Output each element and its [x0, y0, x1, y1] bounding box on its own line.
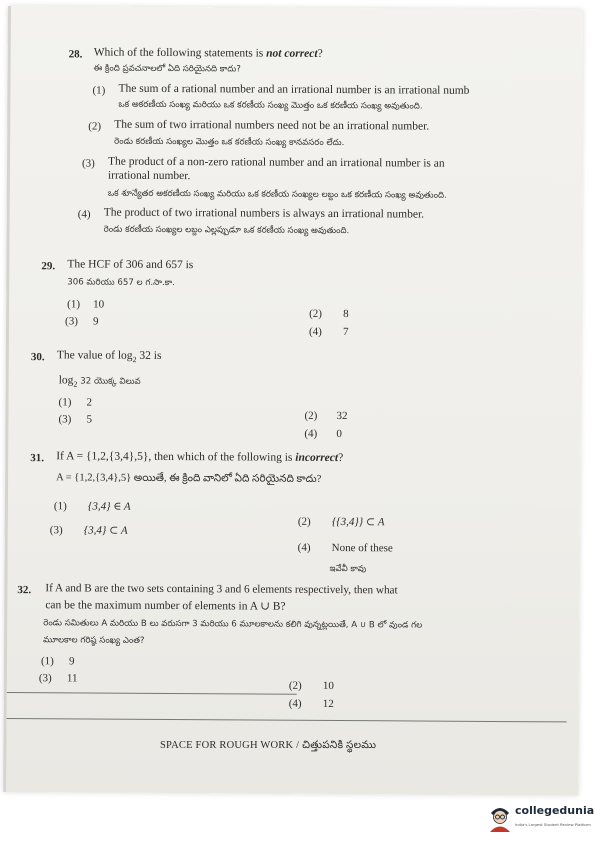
option-text: The product of a non-zero rational number and an irrational number is an	[108, 155, 445, 170]
option-number: (4)	[308, 325, 322, 338]
question-text: Which of the following statements is not correct?	[93, 46, 323, 60]
option-value: 2	[86, 396, 93, 409]
option-number: (3)	[58, 413, 72, 426]
option-number: (4)	[304, 427, 318, 440]
divider	[7, 718, 567, 722]
option-text-telugu: రెండు కరణీయ సంఖ్యల లబ్దం ఎల్లప్పుడూ ఒక కరణీయ సంఖ్య అవుతుంది.	[103, 224, 350, 237]
option-number: (2)	[309, 307, 322, 320]
option-number: (1)	[40, 655, 54, 668]
question-number: 28.	[68, 48, 83, 61]
question-text-telugu: ఈ క్రింది ప్రవచనాలలో ఏది సరియైనది కాదు?	[93, 63, 241, 75]
option-text-telugu: ఇవేవీ కావు	[329, 563, 367, 575]
option-number: (4)	[288, 697, 302, 710]
option-value: {{3,4}} ⊂ A	[331, 515, 385, 529]
option-text: The product of two irrational numbers is always an irrational number.	[103, 206, 425, 221]
question-number: 31.	[30, 452, 45, 465]
question-text-telugu: రెండు సమితులు A మరియు B లు వరుసగా 3 మరియు 6 మూలకాలను కలిగి వున్నట్లయితే, A ∪ B లో వుండ గల	[43, 618, 423, 631]
option-value: 12	[322, 697, 334, 711]
question-text-telugu-cont: మూలకాల గరిష్ఠ సంఖ్య ఎంత?	[43, 635, 145, 646]
divider	[7, 692, 297, 695]
option-value: 5	[86, 413, 93, 426]
option-number: (1)	[67, 298, 81, 311]
option-number: (2)	[304, 409, 318, 422]
option-value: 0	[336, 428, 342, 441]
question-number: 30.	[30, 351, 45, 364]
question-text: The HCF of 306 and 657 is	[67, 258, 194, 272]
question-text: If A = {1,2,{3,4},5}, then which of the following is incorrect?	[56, 450, 344, 465]
option-text-telugu: ఒక అకరణీయ సంఖ్య మరియు ఒక కరణీయ సంఖ్య మొత్తం ఒక కరణీయ సంఖ్య అవుతుంది.	[118, 99, 423, 112]
question-text: If A and B are the two sets containing 3 and 6 elements respectively, then what	[45, 582, 398, 597]
option-value: 32	[336, 410, 348, 423]
option-number: (1)	[58, 396, 72, 409]
rough-work-label: SPACE FOR ROUGH WORK / చిత్తుపనికి స్థలము	[160, 740, 377, 751]
option-value: {3,4} ⊂ A	[83, 524, 128, 537]
option-number: (2)	[297, 515, 311, 528]
question-text-telugu: A = {1,2,{3,4},5} అయితే, ఈ క్రింది వానిలో ఏది సరియైనది కాదు?	[56, 472, 322, 485]
option-number: (4)	[77, 208, 91, 221]
question-number: 29.	[41, 260, 56, 273]
option-text-telugu: రెండు కరణీయ సంఖ్యల మొత్తం ఒక కరణీయ సంఖ్య కానవసరం లేదు.	[114, 136, 345, 149]
option-number: (2)	[88, 120, 102, 133]
option-value: 8	[343, 308, 349, 321]
brand-tagline: India's Largest Student Review Platform	[515, 822, 591, 827]
option-number: (2)	[288, 679, 302, 692]
option-number: (3)	[38, 672, 52, 685]
option-number: (3)	[65, 315, 78, 328]
option-number: (1)	[92, 84, 106, 97]
option-number: (1)	[53, 500, 67, 513]
brand-name: collegedunia	[515, 804, 595, 817]
question-text-telugu: $\log_2 32$ యొక్క విలువ	[58, 374, 141, 389]
question-text-telugu: 306 మరియు 657 ల గ.సా.కా.	[67, 277, 175, 289]
option-value: 9	[68, 655, 75, 668]
option-number: (4)	[297, 541, 311, 554]
option-text: The sum of two irrational numbers need not be an irrational number.	[114, 118, 430, 133]
option-value: 9	[93, 315, 99, 328]
option-number: (3)	[82, 157, 95, 170]
exam-page	[3, 6, 583, 795]
option-value: 11	[66, 672, 78, 685]
option-text-telugu: ఒక శూన్యేతర అకరణీయ సంఖ్య మరియు ఒక కరణీయ సంఖ్యల లబ్దం ఒక కరణీయ సంఖ్య అవుతుంది.	[107, 188, 447, 201]
brand-logo	[487, 800, 595, 836]
question-text-cont: can be the maximum number of elements in A ∪ B?	[45, 599, 286, 613]
option-value: 10	[93, 298, 105, 311]
option-number: (3)	[49, 524, 63, 537]
student-avatar-icon	[487, 802, 513, 832]
option-value: 7	[342, 326, 349, 339]
option-value: {3,4} ∈ A	[87, 500, 131, 513]
question-number: 32.	[17, 584, 32, 597]
question-text: The value of $\log_2 32$ is	[56, 349, 162, 365]
option-value: None of these	[331, 541, 393, 555]
option-text-cont: irrational number.	[107, 169, 191, 183]
option-text: The sum of a rational number and an irrational number is an irrational numb	[118, 82, 470, 97]
option-value: 10	[322, 679, 334, 693]
